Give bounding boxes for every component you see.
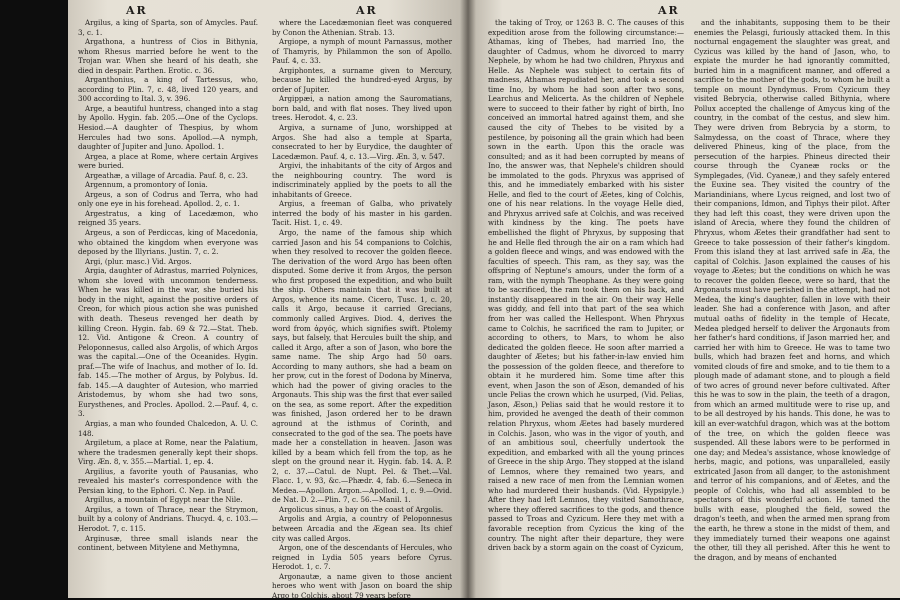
entry-paragraph: Argillus, a mountain of Egypt near the Nile. xyxy=(85,495,243,505)
entry-paragraph: Argippæi, a nation among the Sauromatians, born bald, and with flat noses. They lived upon trees. Herodot. 4, c. 23. xyxy=(272,94,452,123)
entry-paragraph: Argivi, the inhabitants of the city of Argos and the neighbouring country. The word is indiscriminately applied by the poets to all the inhabitants of Greece. xyxy=(272,161,452,199)
entry-paragraph: Arginusæ, three small islands near the continent, between Mitylene and Methymna, xyxy=(78,533,258,553)
book-gutter-shadow xyxy=(460,0,476,598)
entry-paragraph: Argon, one of the descendants of Hercules, who reigned in Lydia 505 years before Cyrus. Herodot. 1, c. 7. xyxy=(272,543,452,572)
running-head-left: AR xyxy=(126,4,148,17)
entry-paragraph: Argathona, a huntress of Cios in Bithynia, whom Rhesus married before he went to the Trojan war. When she heard of his death, she died in despair. Parthen. Erotic. c. 36. xyxy=(78,37,258,75)
right-page-column-2 xyxy=(694,18,890,594)
entry-paragraph: Argonautæ, a name given to those ancient heroes who went with Jason on board the ship Argo to Colchis, about 79 years before xyxy=(272,571,452,600)
entry-paragraph: Argo, the name of the famous ship which carried Jason and his 54 companions to Colchis, when they resolved to recover the golden fleece. The derivation of the word Argo has been often disputed. Some derive it from Argos, the person who first proposed the expedition, and who built the ship. Others maintain that it was built at Argos, whence its name. Cicero, Tusc. 1, c. 20, calls it Argo, because it carried Grecians, commonly called Argives. Diod. 4, derives the word from ἀργός, which signifies swift. Ptolemy says, but falsely, that Hercules built the ship, and called it Argo, after a son of Jason, who bore the same name. The ship Argo had 50 oars. According to many authors, she had a beam on her prow, cut in the forest of Dodona by Minerva, which had the power of giving oracles to the Argonauts. This ship was the first that ever sailed on the sea, as some report. After the expedition was finished, Jason ordered her to be drawn aground at the isthmus of Corinth, and consecrated to the god of the sea. The poets have made her a constellation in heaven. Jason was killed by a beam which fell from the top, as he slept on the ground near it. Hygin. fab. 14. A. P. 2, c. 37.—Catul. de Nupt. Pel. & Thet.—Val. Flacc. 1, v. 93, &c.—Phædr. 4, fab. 6.—Seneca in Medea.—Apollon. Argon.—Apollod. 1, c. 9.—Ovid. de Nat. D. 2.—Plin. 7, c. 56.—Manil. 1. xyxy=(272,228,452,505)
entry-paragraph: where the Lacedæmonian fleet was conquered by Conon the Athenian. Strab. 13. xyxy=(272,18,452,37)
entry-paragraph: Argea, a place at Rome, where certain Argives were buried. xyxy=(78,151,258,171)
left-page-column-1 xyxy=(78,18,258,594)
entry-paragraph: Argestratus, a king of Lacedæmon, who reigned 35 years. xyxy=(78,208,258,228)
right-page xyxy=(468,0,900,598)
entry-paragraph: Argiope, a nymph of mount Parnassus, mother of Thamyris, by Philammon the son of Apollo. Pauf. 4, c. 33. xyxy=(272,37,452,66)
entry-paragraph: Argiletum, a place at Rome, near the Palatium, where the tradesmen generally kept their shops. Virg. Æn. 8, v. 355.—Martial. 1, ep. 4. xyxy=(78,438,258,467)
left-page-column-2 xyxy=(272,18,452,600)
open-book xyxy=(68,0,900,598)
running-head: AR xyxy=(658,4,680,17)
entry-paragraph: Arge, a beautiful huntress, changed into a stag by Apollo. Hygin. fab. 205.—One of the Cyclops. Hesiod.—A daughter of Thespius, by whom Hercules had two sons. Apollod.—A nymph, daughter of Jupiter and Juno. Apollod. 1. xyxy=(78,103,258,152)
entry-paragraph: Argeus, a son of Perdiccas, king of Macedonia, who obtained the kingdom when everyone was deposed by the Illyrians. Justin. 7, c. 2. xyxy=(78,228,258,257)
entry-paragraph: the taking of Troy, or 1263 B. C. The causes of this expedition arose from the following circumstance:—Athamas, king of Thebes, had married Ino, the daughter of Cadmus, whom he divorced to marry Nephele, by whom he had two children, Phryxus and Helle. As Nephele was subject to certain fits of madness, Athamas repudiated her, and took a second time Ino, by whom he had soon after two sons, Learchus and Melicerta. As the children of Nephele were to succeed to their father by right of birth, Ino conceived an immortal hatred against them, and she caused the city of Thebes to be visited by a pestilence, by poisoning all the grain which had been sown in the earth. Upon this the oracle was consulted; and as it had been corrupted by means of Ino, the answer was, that Nephele's children should be immolated to the gods. Phryxus was apprised of this, and he immediately embarked with his sister Helle, and fled to the court of Æetes, king of Colchis, one of his near relations. In the voyage Helle died, and Phryxus arrived safe at Colchis, and was received with kindness by the king. The poets have embellished the flight of Phryxus, by supposing that he and Helle fled through the air on a ram which had a golden fleece and wings, and was endowed with the faculties of speech. This ram, as they say, was the offspring of Neptune's amours, under the form of a ram, with the nymph Theophane. As they were going to be sacrificed, the ram took them on his back, and instantly disappeared in the air. On their way Helle was giddy, and fell into that part of the sea which from her was called the Hellespont. When Phryxus came to Colchis, he sacrificed the ram to Jupiter, or according to others, to Mars, to whom he also dedicated the golden fleece. He soon after married a daughter of Æetes; but his father-in-law envied him the possession of the golden fleece, and therefore to obtain it he murdered him. Some time after this event, when Jason the son of Æson, demanded of his uncle Pelias the crown which he usurped, (Vid. Pelias, Jason, Æson,) Pelias said that he would restore it to him, provided he avenged the death of their common relation Phryxus, whom Æetes had basely murdered in Colchis. Jason, who was in the vigor of youth, and of an ambitious soul, cheerfully undertook the expedition, and embarked with all the young princes of Greece in the ship Argo. They stopped at the island of Lemnos, where they remained two years, and raised a new race of men from the Lemnian women who had murdered their husbands. (Vid. Hypsipyle.) After they had left Lemnos, they visited Samothrace, where they offered sacrifices to the gods, and thence passed to Troas and Cyzicum. Here they met with a favorable reception from Cyzicus the king of the country. The night after their departure, they were driven back by a storm again on the coast of Cyzicum, xyxy=(488,18,684,553)
entry-paragraph: Argeus, a son of Codrus and Terra, who had only one eye in his forehead. Apollod. 2, c. 1. xyxy=(78,189,258,209)
entry-paragraph: Argiva, a surname of Juno, worshipped at Argos. She had also a temple at Sparta, consecrated to her by Eurydice, the daughter of Lacedæmon. Pauf. 4, c. 13.—Virg. Æn. 3, v. 547. xyxy=(272,123,452,161)
entry-paragraph: Argia, daughter of Adrastus, married Polynices, whom she loved with uncommon tenderness. When he was killed in the war, she buried his body in the night, against the positive orders of Creon, for which pious action she was punished with death. Theseus revenged her death by killing Creon. Hygin. fab. 69 & 72.—Stat. Theb. 12. Vid. Antigone & Creon. A country of Peloponnesus, called also Argolis, of which Argos was the capital.—One of the Oceanides. Hygin. praf.—The wife of Inachus, and mother of Io. Id. fab. 145.—The mother of Argus, by Polybus. Id. fab. 145.—A daughter of Autesion, who married Aristodemus, by whom she had two sons, Eurysthenes, and Procles. Apollod. 2.—Pauf. 4, c. 3. xyxy=(78,266,258,419)
entry-paragraph: Arganthonius, a king of Tartessus, who, according to Plin. 7, c. 48, lived 120 years, and 300 according to Ital. 3, v. 396. xyxy=(78,75,258,104)
entry-paragraph: Argius, a freeman of Galba, who privately interred the body of his master in his garden. Tacit. Hist. 1, c. 49. xyxy=(272,199,452,228)
entry-paragraph: Argi, (plur. masc.) Vid. Argos. xyxy=(85,256,192,266)
entry-paragraph: Argolis and Argia, a country of Peloponnesus between Arcadia and the Ægean sea. Its chief city was called Argos. xyxy=(272,514,452,543)
entry-paragraph: Argias, a man who founded Chalcedon, A. U. C. 148. xyxy=(78,418,258,438)
entry-paragraph: Argennum, a promontory of Ionia. xyxy=(85,180,208,190)
left-page xyxy=(68,0,468,598)
running-head-right: AR xyxy=(356,4,378,17)
entry-paragraph: and the inhabitants, supposing them to be their enemies the Pelasgi, furiously attacked them. In this nocturnal engagement the slaughter was great, and Cyzicus was killed by the hand of Jason, who, to expiate the murder he had ignorantly committed, buried him in a magnificent manner, and offered a sacrifice to the mother of the gods, to whom he built a temple on mount Dyndymus. From Cyzicum they visited Bebrycia, otherwise called Bithynia, where Pollux accepted the challenge of Amycus king of the country, in the combat of the cestus, and slew him. They were driven from Bebrycia by a storm, to Salmydessa, on the coast of Thrace, where they delivered Phineus, king of the place, from the persecution of the harpies. Phineus directed their course through the Cyaneæ rocks or the Symplegades, (Vid. Cyaneæ,) and they safely entered the Euxine sea. They visited the country of the Mariandinians, where Lycus reigned, and lost two of their companions, Idmon, and Tiphys their pilot. After they had left this coast, they were driven upon the island of Arecia, where they found the children of Phryxus, whom Æetes their grandfather had sent to Greece to take possession of their father's kingdom. From this island they at last arrived safe in Æa, the capital of Colchis. Jason explained the causes of his voyage to Æetes; but the conditions on which he was to recover the golden fleece, were so hard, that the Argonauts must have perished in the attempt, had not Medea, the king's daughter, fallen in love with their leader. She had a conference with Jason, and after mutual oaths of fidelity in the temple of Hecate, Medea pledged herself to deliver the Argonauts from her father's hard conditions, if Jason married her, and carried her with him to Greece. He was to tame two bulls, which had brazen feet and horns, and which vomited clouds of fire and smoke, and to tie them to a plough made of adamant stone, and to plough a field of two acres of ground never before cultivated. After this he was to sow in the plain, the teeth of a dragon, from which an armed multitude were to rise up, and to be all destroyed by his hands. This done, he was to kill an ever-watchful dragon, which was at the bottom of the tree, on which the golden fleece was suspended. All these labors were to be performed in one day; and Medea's assistance, whose knowledge of herbs, magic, and potions, was unparalleled, easily extricated Jason from all danger, to the astonishment and terror of his companions, and of Æetes, and the people of Colchis, who had all assembled to be spectators of this wonderful action. He tamed the bulls with ease, ploughed the field, sowed the dragon's teeth, and when the armed men sprang from the earth, he threw a stone in the midst of them, and they immediately turned their weapons one against the other, till they all perished. After this he went to the dragon, and by means of enchanted xyxy=(694,18,890,562)
entry-paragraph: Argiphontes, a surname given to Mercury, because he killed the hundred-eyed Argus, by order of Jupiter. xyxy=(272,65,452,94)
entry-paragraph: Argeathæ, a village of Arcadia. Pauf. 8, c. 23. xyxy=(85,170,248,180)
right-page-column-1 xyxy=(488,18,684,594)
entry-paragraph: Argilus, a town of Thrace, near the Strymon, built by a colony of Andrians. Thucyd. 4, c. 103.—Herodot. 7, c. 115. xyxy=(78,504,258,533)
entry-paragraph: Argilius, a favorite youth of Pausanias, who revealed his master's correspondence with the Persian king, to the Ephori. C. Nep. in Pauf. xyxy=(78,466,258,495)
entry-paragraph: Argolicus sinus, a bay on the coast of Argolis. xyxy=(279,504,444,514)
entry-paragraph: Argilus, a king of Sparta, son of Amycles. Pauf. 3, c. 1. xyxy=(78,18,258,37)
